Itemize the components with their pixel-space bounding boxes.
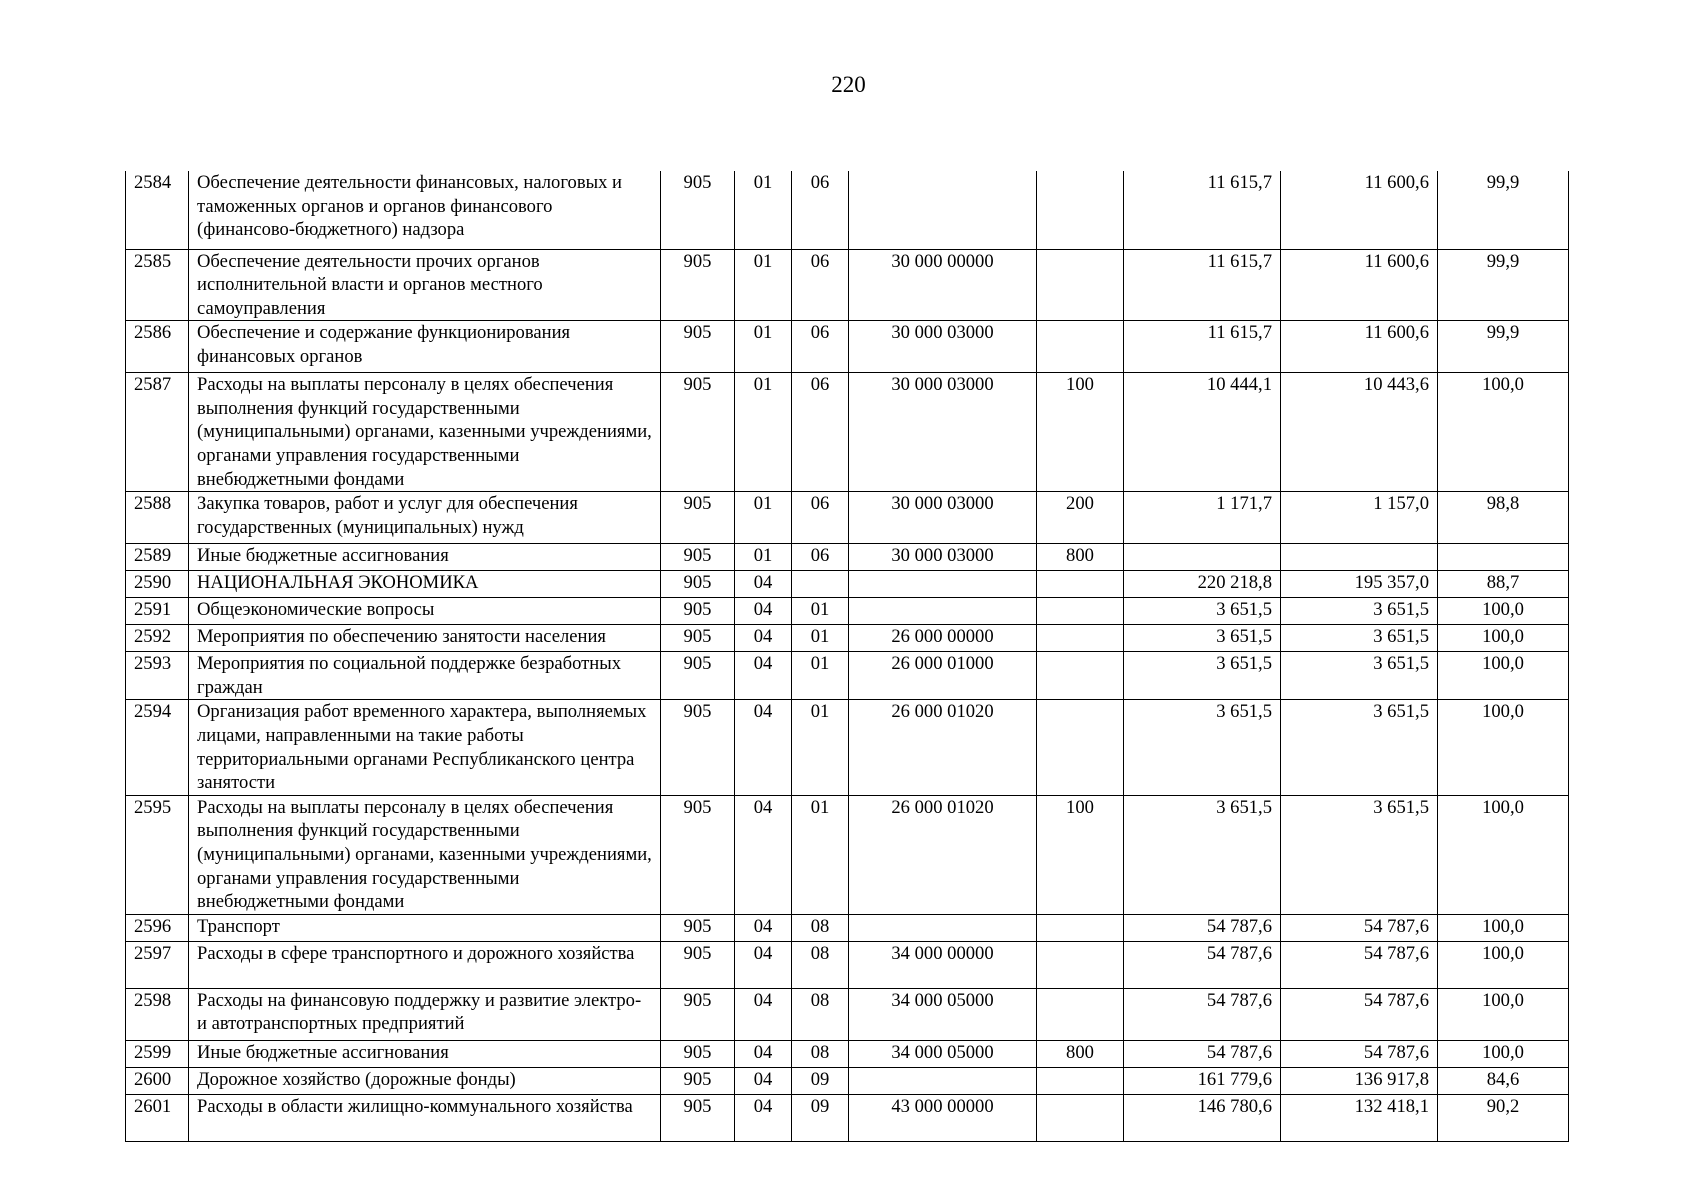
grbs-code-cell: 905 xyxy=(661,988,735,1040)
planned-amount-cell: 54 787,6 xyxy=(1124,914,1281,941)
subsection-code-cell: 01 xyxy=(792,700,849,795)
expense-type-cell xyxy=(1037,1067,1124,1094)
grbs-code-cell: 905 xyxy=(661,492,735,544)
row-number-cell: 2587 xyxy=(126,373,189,492)
target-article-cell xyxy=(849,598,1037,625)
expense-type-cell xyxy=(1037,625,1124,652)
table-row xyxy=(126,1067,1569,1094)
execution-percent-cell: 100,0 xyxy=(1438,598,1569,625)
grbs-code-cell: 905 xyxy=(661,171,735,249)
table-row xyxy=(126,988,1569,1040)
planned-amount-cell: 220 218,8 xyxy=(1124,571,1281,598)
table-row xyxy=(126,795,1569,914)
subsection-code-cell xyxy=(792,571,849,598)
expense-type-cell: 100 xyxy=(1037,373,1124,492)
planned-amount-cell: 11 615,7 xyxy=(1124,171,1281,249)
actual-amount-cell xyxy=(1281,544,1438,571)
subsection-code-cell: 06 xyxy=(792,544,849,571)
execution-percent-cell: 100,0 xyxy=(1438,941,1569,988)
subsection-code-cell: 06 xyxy=(792,321,849,373)
execution-percent-cell: 100,0 xyxy=(1438,700,1569,795)
expense-type-cell xyxy=(1037,249,1124,321)
actual-amount-cell: 132 418,1 xyxy=(1281,1094,1438,1141)
grbs-code-cell: 905 xyxy=(661,652,735,700)
target-article-cell: 30 000 03000 xyxy=(849,492,1037,544)
row-number-cell: 2595 xyxy=(126,795,189,914)
target-article-cell: 34 000 05000 xyxy=(849,988,1037,1040)
item-name-cell: Иные бюджетные ассигнования xyxy=(189,544,661,571)
subsection-code-cell: 06 xyxy=(792,171,849,249)
row-number-cell: 2594 xyxy=(126,700,189,795)
execution-percent-cell: 100,0 xyxy=(1438,625,1569,652)
item-name-cell: Обеспечение деятельности финансовых, налоговых и таможенных органов и органов финансового (финансово-бюджетного) надзора xyxy=(189,171,661,249)
row-number-cell: 2590 xyxy=(126,571,189,598)
section-code-cell: 04 xyxy=(735,1040,792,1067)
table-row xyxy=(126,914,1569,941)
section-code-cell: 01 xyxy=(735,321,792,373)
expense-type-cell xyxy=(1037,171,1124,249)
row-number-cell: 2591 xyxy=(126,598,189,625)
item-name-cell: Мероприятия по социальной поддержке безработных граждан xyxy=(189,652,661,700)
grbs-code-cell: 905 xyxy=(661,625,735,652)
section-code-cell: 04 xyxy=(735,914,792,941)
grbs-code-cell: 905 xyxy=(661,598,735,625)
planned-amount-cell: 3 651,5 xyxy=(1124,598,1281,625)
row-number-cell: 2593 xyxy=(126,652,189,700)
target-article-cell xyxy=(849,571,1037,598)
execution-percent-cell: 100,0 xyxy=(1438,1040,1569,1067)
target-article-cell: 26 000 01020 xyxy=(849,700,1037,795)
target-article-cell: 34 000 00000 xyxy=(849,941,1037,988)
planned-amount-cell: 3 651,5 xyxy=(1124,700,1281,795)
table-row xyxy=(126,249,1569,321)
table-row xyxy=(126,625,1569,652)
table-row xyxy=(126,700,1569,795)
table-row xyxy=(126,598,1569,625)
grbs-code-cell: 905 xyxy=(661,795,735,914)
item-name-cell: Иные бюджетные ассигнования xyxy=(189,1040,661,1067)
planned-amount-cell: 11 615,7 xyxy=(1124,249,1281,321)
execution-percent-cell: 100,0 xyxy=(1438,795,1569,914)
actual-amount-cell: 54 787,6 xyxy=(1281,988,1438,1040)
expense-type-cell xyxy=(1037,598,1124,625)
section-code-cell: 01 xyxy=(735,171,792,249)
actual-amount-cell: 11 600,6 xyxy=(1281,321,1438,373)
actual-amount-cell: 1 157,0 xyxy=(1281,492,1438,544)
target-article-cell xyxy=(849,1067,1037,1094)
actual-amount-cell: 3 651,5 xyxy=(1281,625,1438,652)
item-name-cell: Организация работ временного характера, выполняемых лицами, направленными на такие работы территориальными органами Республиканского центра занятости xyxy=(189,700,661,795)
subsection-code-cell: 08 xyxy=(792,914,849,941)
table-row xyxy=(126,321,1569,373)
item-name-cell: Расходы в области жилищно-коммунального хозяйства xyxy=(189,1094,661,1141)
expense-type-cell xyxy=(1037,652,1124,700)
row-number-cell: 2600 xyxy=(126,1067,189,1094)
table-row xyxy=(126,544,1569,571)
grbs-code-cell: 905 xyxy=(661,544,735,571)
target-article-cell: 26 000 01000 xyxy=(849,652,1037,700)
grbs-code-cell: 905 xyxy=(661,700,735,795)
execution-percent-cell xyxy=(1438,544,1569,571)
expense-type-cell xyxy=(1037,988,1124,1040)
subsection-code-cell: 06 xyxy=(792,492,849,544)
execution-percent-cell: 100,0 xyxy=(1438,988,1569,1040)
item-name-cell: Обеспечение и содержание функционирования финансовых органов xyxy=(189,321,661,373)
expense-type-cell xyxy=(1037,941,1124,988)
actual-amount-cell: 195 357,0 xyxy=(1281,571,1438,598)
planned-amount-cell xyxy=(1124,544,1281,571)
grbs-code-cell: 905 xyxy=(661,1094,735,1141)
expense-type-cell xyxy=(1037,700,1124,795)
grbs-code-cell: 905 xyxy=(661,321,735,373)
subsection-code-cell: 01 xyxy=(792,795,849,914)
grbs-code-cell: 905 xyxy=(661,1040,735,1067)
planned-amount-cell: 54 787,6 xyxy=(1124,941,1281,988)
subsection-code-cell: 01 xyxy=(792,598,849,625)
item-name-cell: НАЦИОНАЛЬНАЯ ЭКОНОМИКА xyxy=(189,571,661,598)
section-code-cell: 01 xyxy=(735,249,792,321)
execution-percent-cell: 99,9 xyxy=(1438,171,1569,249)
target-article-cell: 26 000 01020 xyxy=(849,795,1037,914)
grbs-code-cell: 905 xyxy=(661,373,735,492)
execution-percent-cell: 100,0 xyxy=(1438,373,1569,492)
target-article-cell: 30 000 03000 xyxy=(849,373,1037,492)
section-code-cell: 04 xyxy=(735,652,792,700)
budget-table xyxy=(125,171,1569,1142)
page-number: 220 xyxy=(831,72,866,97)
table-row xyxy=(126,171,1569,249)
item-name-cell: Расходы на финансовую поддержку и развитие электро- и автотранспортных предприятий xyxy=(189,988,661,1040)
row-number-cell: 2586 xyxy=(126,321,189,373)
planned-amount-cell: 3 651,5 xyxy=(1124,652,1281,700)
subsection-code-cell: 08 xyxy=(792,988,849,1040)
actual-amount-cell: 54 787,6 xyxy=(1281,1040,1438,1067)
row-number-cell: 2592 xyxy=(126,625,189,652)
row-number-cell: 2589 xyxy=(126,544,189,571)
table-row xyxy=(126,1094,1569,1141)
expense-type-cell xyxy=(1037,1094,1124,1141)
execution-percent-cell: 99,9 xyxy=(1438,249,1569,321)
item-name-cell: Обеспечение деятельности прочих органов исполнительной власти и органов местного самоуправления xyxy=(189,249,661,321)
section-code-cell: 01 xyxy=(735,492,792,544)
table-row xyxy=(126,1040,1569,1067)
target-article-cell: 30 000 03000 xyxy=(849,544,1037,571)
item-name-cell: Дорожное хозяйство (дорожные фонды) xyxy=(189,1067,661,1094)
target-article-cell: 30 000 00000 xyxy=(849,249,1037,321)
execution-percent-cell: 100,0 xyxy=(1438,652,1569,700)
row-number-cell: 2598 xyxy=(126,988,189,1040)
actual-amount-cell: 3 651,5 xyxy=(1281,795,1438,914)
section-code-cell: 04 xyxy=(735,700,792,795)
expense-type-cell: 800 xyxy=(1037,544,1124,571)
execution-percent-cell: 88,7 xyxy=(1438,571,1569,598)
expense-type-cell: 100 xyxy=(1037,795,1124,914)
actual-amount-cell: 11 600,6 xyxy=(1281,171,1438,249)
target-article-cell: 34 000 05000 xyxy=(849,1040,1037,1067)
planned-amount-cell: 161 779,6 xyxy=(1124,1067,1281,1094)
row-number-cell: 2599 xyxy=(126,1040,189,1067)
execution-percent-cell: 90,2 xyxy=(1438,1094,1569,1141)
planned-amount-cell: 3 651,5 xyxy=(1124,795,1281,914)
section-code-cell: 01 xyxy=(735,544,792,571)
subsection-code-cell: 08 xyxy=(792,1040,849,1067)
grbs-code-cell: 905 xyxy=(661,914,735,941)
table-row xyxy=(126,571,1569,598)
actual-amount-cell: 11 600,6 xyxy=(1281,249,1438,321)
execution-percent-cell: 99,9 xyxy=(1438,321,1569,373)
actual-amount-cell: 3 651,5 xyxy=(1281,652,1438,700)
expense-type-cell: 200 xyxy=(1037,492,1124,544)
expense-type-cell xyxy=(1037,321,1124,373)
table-row xyxy=(126,941,1569,988)
planned-amount-cell: 11 615,7 xyxy=(1124,321,1281,373)
expense-type-cell xyxy=(1037,571,1124,598)
planned-amount-cell: 3 651,5 xyxy=(1124,625,1281,652)
row-number-cell: 2584 xyxy=(126,171,189,249)
planned-amount-cell: 146 780,6 xyxy=(1124,1094,1281,1141)
section-code-cell: 04 xyxy=(735,988,792,1040)
subsection-code-cell: 01 xyxy=(792,625,849,652)
table-row xyxy=(126,492,1569,544)
item-name-cell: Расходы на выплаты персоналу в целях обеспечения выполнения функций государственными (муниципальными) органами, казенными учреждениями, органами управления государственными внебюджетными фондами xyxy=(189,795,661,914)
subsection-code-cell: 06 xyxy=(792,373,849,492)
target-article-cell xyxy=(849,914,1037,941)
section-code-cell: 04 xyxy=(735,1067,792,1094)
grbs-code-cell: 905 xyxy=(661,941,735,988)
subsection-code-cell: 09 xyxy=(792,1094,849,1141)
actual-amount-cell: 10 443,6 xyxy=(1281,373,1438,492)
target-article-cell: 30 000 03000 xyxy=(849,321,1037,373)
target-article-cell xyxy=(849,171,1037,249)
grbs-code-cell: 905 xyxy=(661,1067,735,1094)
item-name-cell: Расходы на выплаты персоналу в целях обеспечения выполнения функций государственными (муниципальными) органами, казенными учреждениями, органами управления государственными внебюджетными фондами xyxy=(189,373,661,492)
table-row xyxy=(126,652,1569,700)
target-article-cell: 43 000 00000 xyxy=(849,1094,1037,1141)
section-code-cell: 04 xyxy=(735,941,792,988)
row-number-cell: 2596 xyxy=(126,914,189,941)
actual-amount-cell: 3 651,5 xyxy=(1281,598,1438,625)
planned-amount-cell: 10 444,1 xyxy=(1124,373,1281,492)
row-number-cell: 2601 xyxy=(126,1094,189,1141)
item-name-cell: Расходы в сфере транспортного и дорожного хозяйства xyxy=(189,941,661,988)
subsection-code-cell: 09 xyxy=(792,1067,849,1094)
item-name-cell: Мероприятия по обеспечению занятости населения xyxy=(189,625,661,652)
target-article-cell: 26 000 00000 xyxy=(849,625,1037,652)
row-number-cell: 2588 xyxy=(126,492,189,544)
planned-amount-cell: 1 171,7 xyxy=(1124,492,1281,544)
table-row xyxy=(126,373,1569,492)
execution-percent-cell: 98,8 xyxy=(1438,492,1569,544)
execution-percent-cell: 84,6 xyxy=(1438,1067,1569,1094)
actual-amount-cell: 3 651,5 xyxy=(1281,700,1438,795)
subsection-code-cell: 08 xyxy=(792,941,849,988)
execution-percent-cell: 100,0 xyxy=(1438,914,1569,941)
planned-amount-cell: 54 787,6 xyxy=(1124,988,1281,1040)
grbs-code-cell: 905 xyxy=(661,571,735,598)
item-name-cell: Общеэкономические вопросы xyxy=(189,598,661,625)
subsection-code-cell: 06 xyxy=(792,249,849,321)
section-code-cell: 01 xyxy=(735,373,792,492)
section-code-cell: 04 xyxy=(735,795,792,914)
section-code-cell: 04 xyxy=(735,1094,792,1141)
actual-amount-cell: 54 787,6 xyxy=(1281,914,1438,941)
section-code-cell: 04 xyxy=(735,625,792,652)
subsection-code-cell: 01 xyxy=(792,652,849,700)
section-code-cell: 04 xyxy=(735,598,792,625)
item-name-cell: Закупка товаров, работ и услуг для обеспечения государственных (муниципальных) нужд xyxy=(189,492,661,544)
planned-amount-cell: 54 787,6 xyxy=(1124,1040,1281,1067)
row-number-cell: 2597 xyxy=(126,941,189,988)
item-name-cell: Транспорт xyxy=(189,914,661,941)
grbs-code-cell: 905 xyxy=(661,249,735,321)
section-code-cell: 04 xyxy=(735,571,792,598)
row-number-cell: 2585 xyxy=(126,249,189,321)
actual-amount-cell: 54 787,6 xyxy=(1281,941,1438,988)
expense-type-cell xyxy=(1037,914,1124,941)
actual-amount-cell: 136 917,8 xyxy=(1281,1067,1438,1094)
expense-type-cell: 800 xyxy=(1037,1040,1124,1067)
